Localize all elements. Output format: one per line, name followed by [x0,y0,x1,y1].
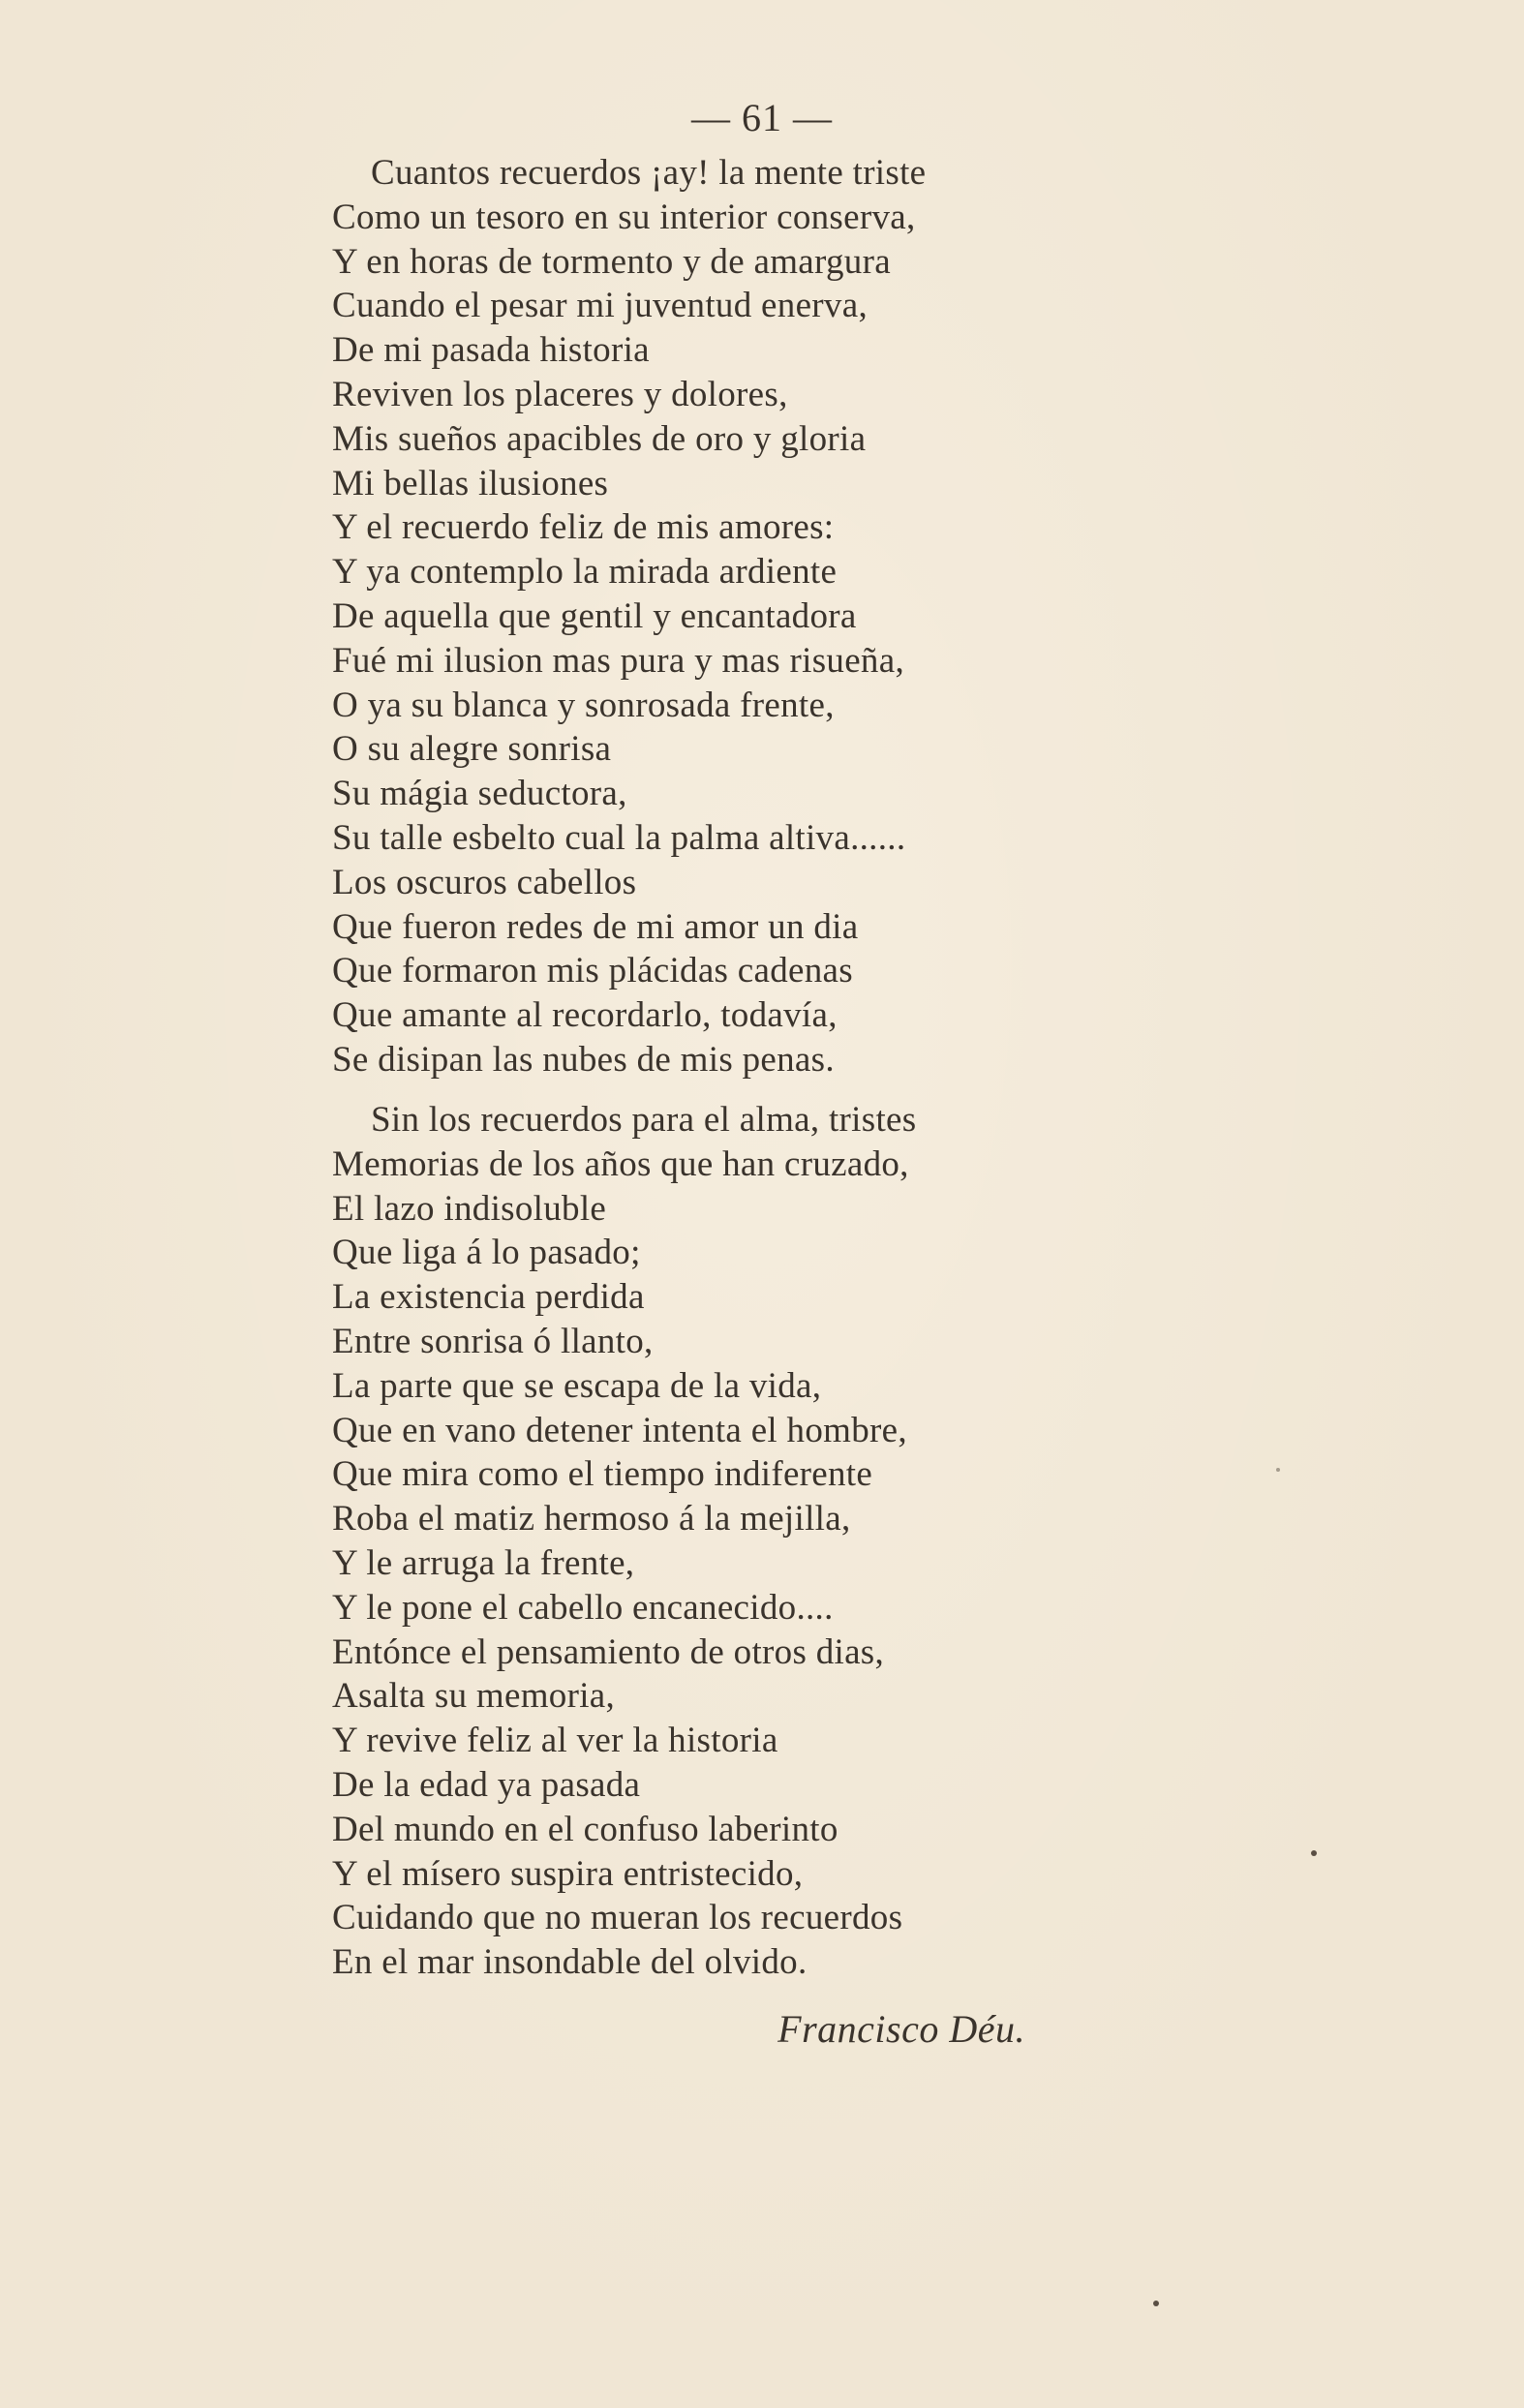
verse-line: El lazo indisoluble [332,1188,607,1229]
page-number: — 61 — [691,96,833,139]
verse-line: De mi pasada historia [332,330,650,371]
verse-line: Roba el matiz hermoso á la mejilla, [332,1499,851,1539]
verse-line: Mi bellas ilusiones [332,463,609,503]
verse-line: O ya su blanca y sonrosada frente, [332,685,835,725]
verse-line: Su talle esbelto cual la palma altiva...... [332,817,906,858]
verse-line: La existencia perdida [332,1277,645,1318]
verse-line: Cuidando que no mueran los recuerdos [332,1898,903,1938]
stanza-1 [332,151,1068,1082]
verse-line: Su mágia seductora, [332,774,627,814]
verse-line: Y en horas de tormento y de amargura [332,241,891,282]
verse-line: Que en vano detener intenta el hombre, [332,1410,907,1450]
verse-line: Los oscuros cabellos [332,862,637,902]
verse-line: Cuando el pesar mi juventud enerva, [332,286,868,326]
verse-line: Y le pone el cabello encanecido.... [332,1587,834,1628]
print-speck [1276,1468,1280,1472]
verse-line: Y revive feliz al ver la historia [332,1721,778,1761]
verse-line: Que formaron mis plácidas cadenas [332,951,853,991]
verse-line: Memorias de los años que han cruzado, [332,1143,909,1184]
verse-line: Del mundo en el confuso laberinto [332,1809,838,1849]
verse-line: La parte que se escapa de la vida, [332,1365,822,1406]
print-speck [1153,2301,1159,2306]
verse-line: Como un tesoro en su interior conserva, [332,197,916,237]
verse-line: En el mar insondable del olvido. [332,1942,808,1983]
verse-line: Reviven los placeres y dolores, [332,374,788,414]
verse-line: O su alegre sonrisa [332,729,612,770]
verse-line: Que mira como el tiempo indiferente [332,1454,873,1495]
verse-line: Mis sueños apacibles de oro y gloria [332,418,867,459]
verse-line: Y ya contemplo la mirada ardiente [332,552,838,593]
verse-line: Se disipan las nubes de mis penas. [332,1039,835,1080]
verse-line: Que fueron redes de mi amor un dia [332,906,859,947]
verse-line: Y el recuerdo feliz de mis amores: [332,507,835,548]
verse-line: Entónce el pensamiento de otros dias, [332,1631,885,1672]
verse-line: Fué mi ilusion mas pura y mas risueña, [332,640,904,681]
verse-line: Entre sonrisa ó llanto, [332,1321,654,1361]
print-speck [1311,1850,1317,1856]
verse-line: De la edad ya pasada [332,1764,641,1805]
verse-line: Cuantos recuerdos ¡ay! la mente triste [371,153,927,193]
verse-line: Y le arruga la frente, [332,1542,635,1583]
verse-line: De aquella que gentil y encantadora [332,595,857,636]
author-signature: Francisco Déu. [777,2007,1025,2051]
verse-line: Sin los recuerdos para el alma, tristes [371,1100,917,1140]
stanza-2 [332,1098,1068,1985]
verse-line: Y el mísero suspira entristecido, [332,1853,804,1894]
verse-line: Que amante al recordarlo, todavía, [332,995,838,1036]
verse-line: Que liga á lo pasado; [332,1233,641,1273]
verse-line: Asalta su memoria, [332,1676,616,1717]
